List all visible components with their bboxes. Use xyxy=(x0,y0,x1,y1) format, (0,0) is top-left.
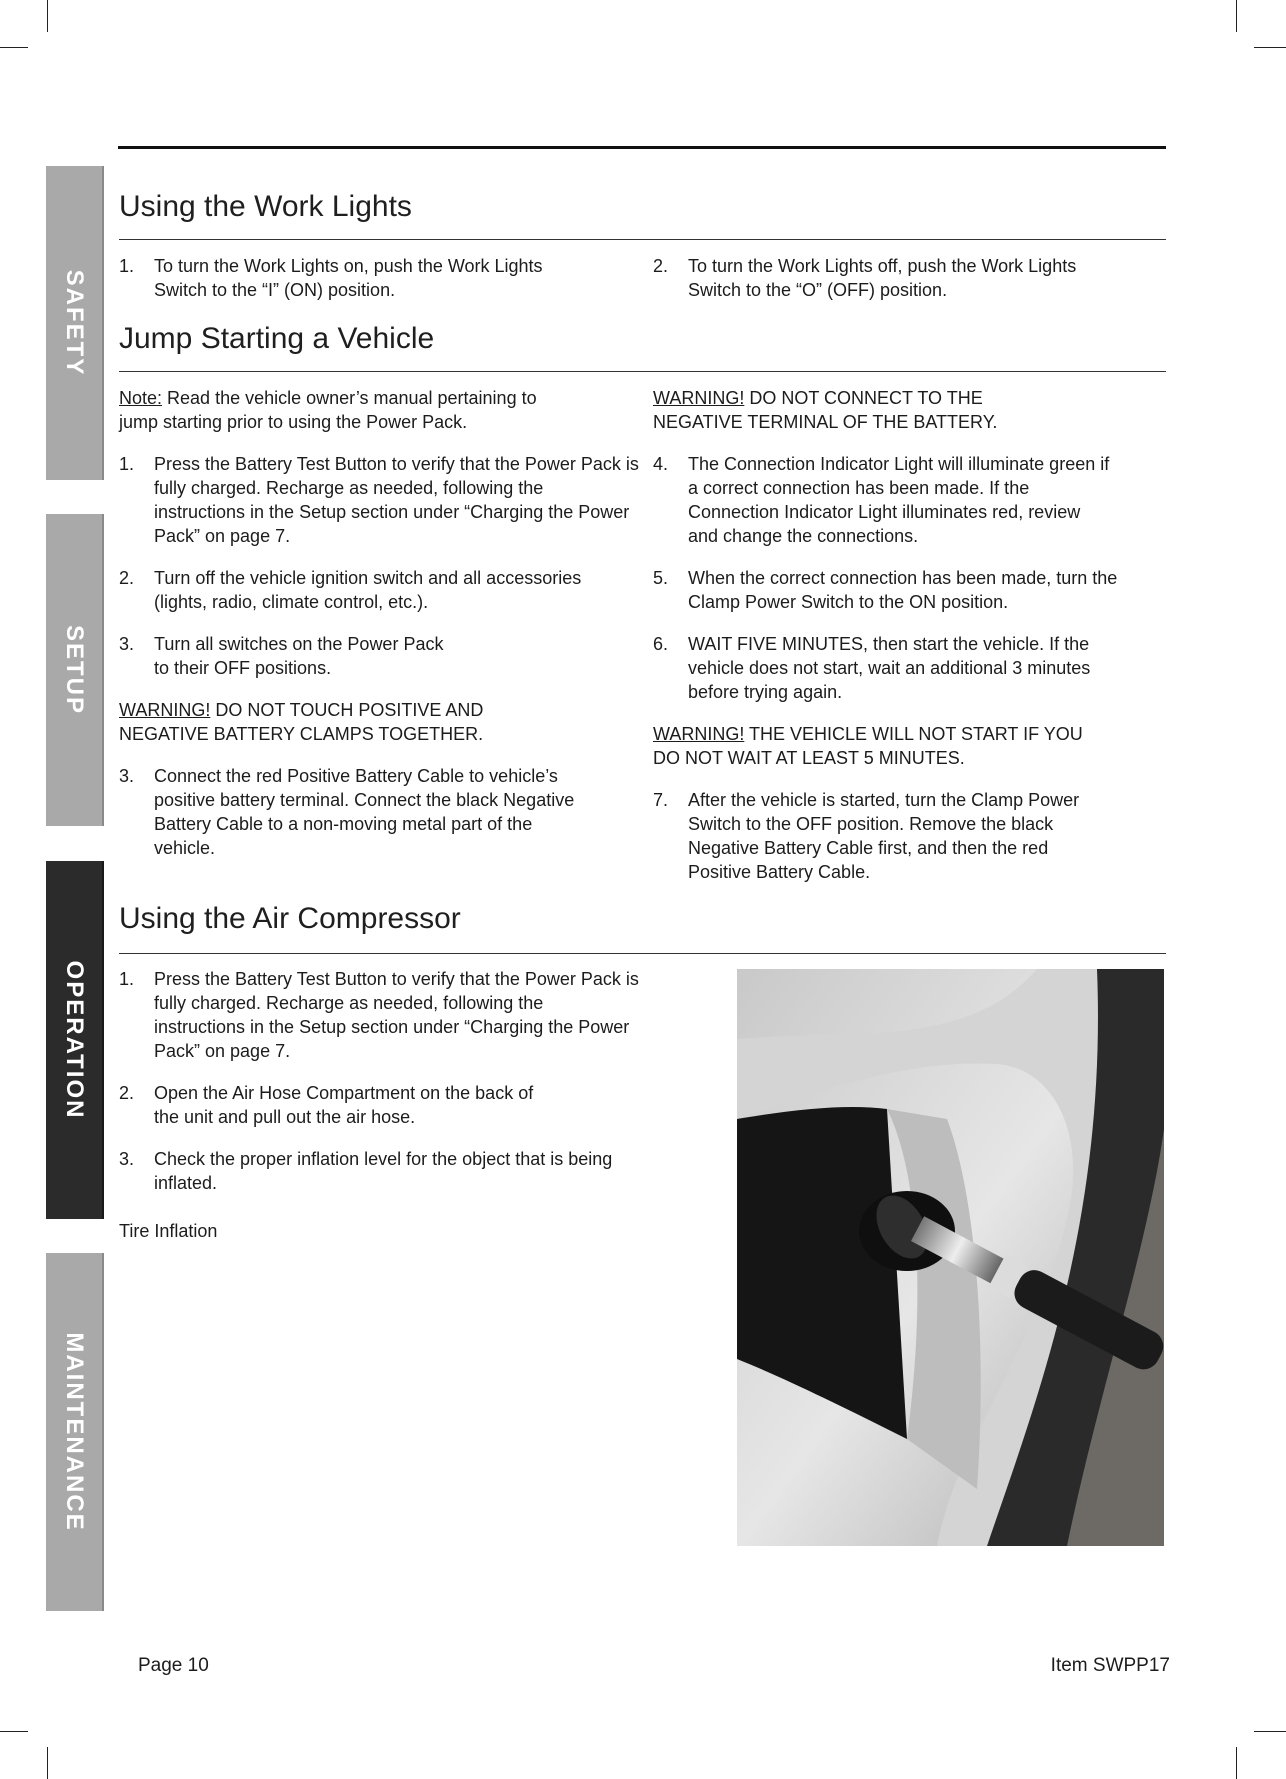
section-divider xyxy=(119,239,1166,240)
subheading-tire-inflation: Tire Inflation xyxy=(119,1221,218,1241)
tab-label: OPERATION xyxy=(61,960,88,1120)
tire-valve-photo xyxy=(737,969,1164,1546)
list-item xyxy=(653,788,1093,884)
section-title-air-compressor: Using the Air Compressor xyxy=(119,902,461,935)
list-item xyxy=(119,566,599,614)
warning-paragraph xyxy=(119,698,559,746)
list-number: 1. xyxy=(119,256,135,276)
header-rule xyxy=(118,146,1166,149)
list-item xyxy=(119,967,639,1063)
list-text: To turn the Work Lights off, push the Work Lights Switch to the “O” (OFF) position. xyxy=(688,256,1077,300)
section-title-work-lights: Using the Work Lights xyxy=(119,190,412,223)
list-number: 3. xyxy=(119,634,135,654)
tab-label: MAINTENANCE xyxy=(61,1332,88,1532)
list-number: 7. xyxy=(653,790,669,810)
tab-safety[interactable] xyxy=(46,166,104,480)
list-text: The Connection Indicator Light will illuminate green if a correct connection has been made. If the Connection Indicator Light illuminates red, review and change the connections. xyxy=(688,454,1110,546)
crop-mark xyxy=(1254,47,1286,48)
tab-label: SAFETY xyxy=(61,269,88,377)
list-text: When the correct connection has been made, turn the Clamp Power Switch to the ON position. xyxy=(688,568,1118,612)
warning-label: WARNING! xyxy=(653,724,745,744)
list-number: 3. xyxy=(119,766,135,786)
list-number: 2. xyxy=(119,1083,135,1103)
warning-text: DO NOT TOUCH POSITIVE AND NEGATIVE BATTERY CLAMPS TOGETHER. xyxy=(119,700,484,744)
warning-paragraph xyxy=(653,386,1073,434)
list-text: WAIT FIVE MINUTES, then start the vehicle. If the vehicle does not start, wait an additional 3 minutes before trying again. xyxy=(688,634,1091,702)
list-item xyxy=(119,764,589,860)
list-text: Connect the red Positive Battery Cable to vehicle’s positive battery terminal. Connect the black Negative Battery Cable to a non-moving metal part of the vehicle. xyxy=(154,766,575,858)
list-number: 3. xyxy=(119,1149,135,1169)
list-item xyxy=(653,254,1083,302)
list-number: 4. xyxy=(653,454,669,474)
list-text: Turn all switches on the Power Pack to their OFF positions. xyxy=(154,634,444,678)
list-item xyxy=(119,254,549,302)
warning-label: WARNING! xyxy=(653,388,745,408)
list-number: 6. xyxy=(653,634,669,654)
list-text: Turn off the vehicle ignition switch and all accessories (lights, radio, climate control, etc.). xyxy=(154,568,582,612)
list-text: Check the proper inflation level for the object that is being inflated. xyxy=(154,1149,613,1193)
warning-paragraph xyxy=(653,722,1113,770)
note-text: Read the vehicle owner’s manual pertaining to jump starting prior to using the Power Pack. xyxy=(119,388,537,432)
list-text: Open the Air Hose Compartment on the back of the unit and pull out the air hose. xyxy=(154,1083,534,1127)
list-item xyxy=(119,632,459,680)
note-label: Note: xyxy=(119,388,163,408)
list-number: 2. xyxy=(653,256,669,276)
page-number: Page 10 xyxy=(138,1655,209,1676)
list-number: 1. xyxy=(119,969,135,989)
tab-maintenance[interactable] xyxy=(46,1253,104,1611)
item-number: Item SWPP17 xyxy=(1050,1655,1170,1676)
list-number: 5. xyxy=(653,568,669,588)
tab-operation[interactable] xyxy=(46,861,104,1219)
crop-mark xyxy=(1254,1731,1286,1732)
crop-mark xyxy=(0,47,28,48)
list-text: Press the Battery Test Button to verify that the Power Pack is fully charged. Recharge as needed, following the instructions in the Setup section under “Charging the Power Pack” on page 7. xyxy=(154,454,639,546)
list-text: After the vehicle is started, turn the Clamp Power Switch to the OFF position. Remove the black Negative Battery Cable first, and then the red Positive Battery Cable. xyxy=(688,790,1080,882)
list-item xyxy=(653,632,1093,704)
list-number: 1. xyxy=(119,454,135,474)
list-item xyxy=(653,452,1113,548)
tire-valve-illustration xyxy=(737,969,1164,1546)
list-item xyxy=(119,452,639,548)
crop-mark xyxy=(47,1747,48,1779)
list-text: Press the Battery Test Button to verify that the Power Pack is fully charged. Recharge as needed, following the instructions in the Setup section under “Charging the Power Pack” on page 7. xyxy=(154,969,639,1061)
crop-mark xyxy=(47,0,48,32)
note-paragraph xyxy=(119,386,579,434)
list-item xyxy=(119,1147,639,1195)
crop-mark xyxy=(1236,1747,1237,1779)
warning-text: DO NOT CONNECT TO THE NEGATIVE TERMINAL OF THE BATTERY. xyxy=(653,388,998,432)
section-divider xyxy=(119,953,1166,954)
warning-label: WARNING! xyxy=(119,700,211,720)
list-item xyxy=(653,566,1153,614)
crop-mark xyxy=(1236,0,1237,32)
section-title-jump-start: Jump Starting a Vehicle xyxy=(119,322,435,355)
tab-label: SETUP xyxy=(61,624,88,716)
tab-setup[interactable] xyxy=(46,514,104,826)
section-divider xyxy=(119,371,1166,372)
list-text: To turn the Work Lights on, push the Work Lights Switch to the “I” (ON) position. xyxy=(154,256,543,300)
list-number: 2. xyxy=(119,568,135,588)
crop-mark xyxy=(0,1731,28,1732)
warning-text: THE VEHICLE WILL NOT START IF YOU DO NOT WAIT AT LEAST 5 MINUTES. xyxy=(653,724,1083,768)
list-item xyxy=(119,1081,539,1129)
